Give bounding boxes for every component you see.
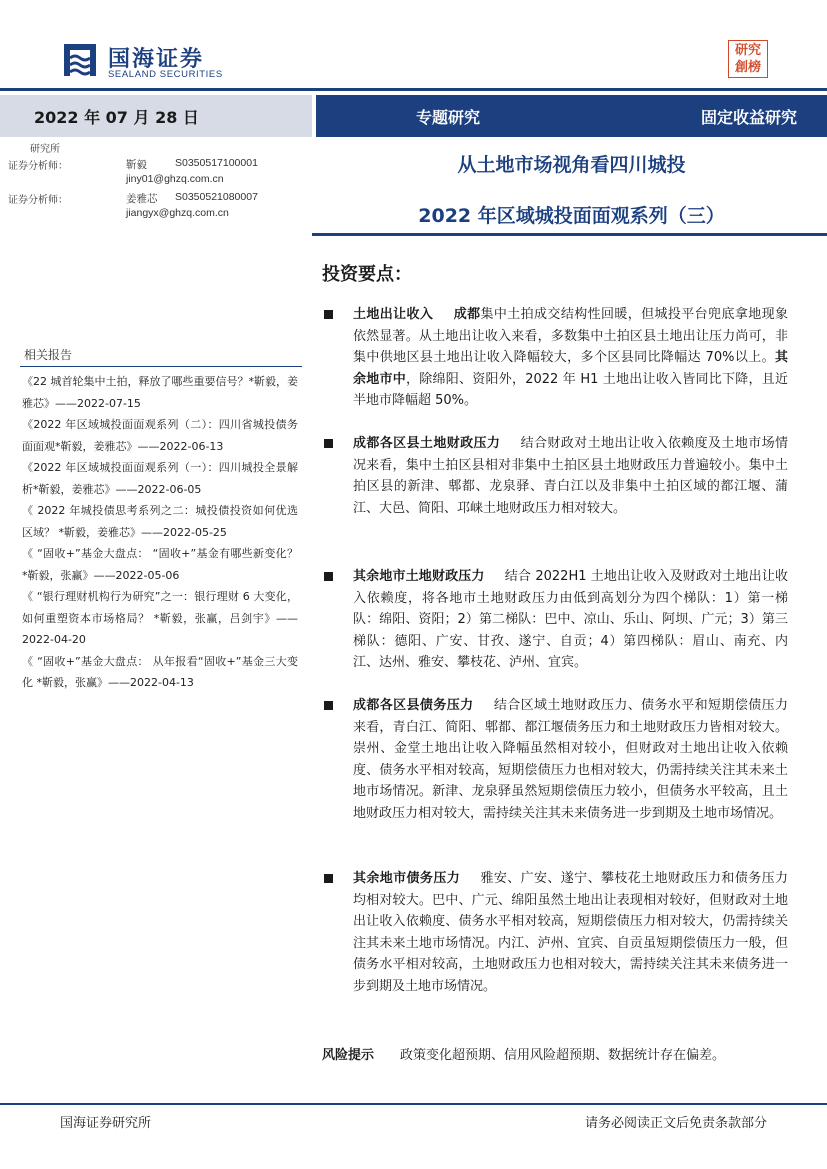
bullet-square-icon: [324, 439, 333, 448]
logo-chinese-name: 国海证券: [108, 47, 205, 72]
related-reports-heading: 相关报告: [24, 348, 73, 362]
related-reports-list: [22, 371, 298, 694]
report-category: 固定收益研究: [700, 108, 797, 127]
report-date: 2022 年 07 月 28 日: [34, 108, 199, 127]
bullet-text: 结合财政对土地出让收入依赖度及土地市场情况来看，集中土拍区县相对非集中土拍区县土地财政压力普遍较小。集中土拍区县的新津、郫都、龙泉驿、青白江以及非集中土拍区域的都江堰、蒲江、大邑、简阳、邛崃土地财政压力相对较大。: [353, 436, 788, 516]
related-report-item[interactable]: 《 2022 年城投债思考系列之二：城投债投资如何优选区域？ *靳毅，姜雅芯》——2022-05-25: [22, 504, 298, 539]
report-title: 从土地市场视角看四川城投: [457, 154, 686, 176]
related-report-item[interactable]: 《 “固收+”基金大盘点： “固收+”基金有哪些新变化？ *靳毅，张赢》——2022-05-06: [22, 547, 298, 582]
bullet-body: [353, 304, 788, 412]
date-cell: [0, 95, 312, 137]
bullet-title: 成都各区县土地财政压力: [353, 436, 501, 451]
investment-highlights-heading: 投资要点：: [322, 264, 412, 285]
footer-institute: 国海证券研究所: [60, 1116, 152, 1131]
logo-english-name: SEALAND SECURITIES: [108, 69, 223, 80]
bullet-emphasis: 成都: [453, 307, 481, 322]
bullet-body: [353, 433, 788, 519]
analyst-name: 靳毅: [126, 159, 147, 171]
research-dept: 研究所: [30, 144, 60, 155]
bullet-text: ，除绵阳、资阳外，2022 年 H1 土地出让收入皆同比下降，且近半地市降幅超 50%。: [353, 371, 788, 408]
report-type: 专题研究: [416, 108, 481, 127]
risk-text: 政策变化超预期、信用风险超预期、数据统计存在偏差。: [400, 1048, 726, 1063]
analyst-name: 姜雅芯: [126, 193, 158, 205]
footer-rule: [0, 1103, 827, 1105]
related-report-item[interactable]: 《2022 年区域城投面面观系列（二）：四川省城投债务面面观*靳毅，姜雅芯》——2022-06-13: [22, 418, 298, 453]
research-seal-stamp: [728, 40, 768, 78]
bullet-square-icon: [324, 572, 333, 581]
sealand-logo-icon: [60, 40, 100, 80]
bullet-title: 其余地市土地财政压力: [353, 569, 485, 584]
bullet-title: 其余地市债务压力: [353, 871, 461, 886]
analyst-cert-number: S0350517100001: [175, 157, 258, 169]
analyst-label: 证券分析师：: [8, 161, 68, 172]
related-report-item[interactable]: 《 “银行理财机构行为研究”之一：银行理财 6 大变化，如何重塑资本市场格局？ *靳毅，张赢，吕剑宇》——2022-04-20: [22, 590, 298, 646]
risk-label: 风险提示: [322, 1048, 375, 1063]
bullet-title: 成都各区县债务压力: [353, 698, 474, 713]
bullet-body: [353, 868, 788, 997]
related-reports-rule: [20, 366, 302, 367]
header-rule: [0, 88, 827, 91]
report-type-cell: [316, 95, 827, 137]
bullet-body: [353, 566, 788, 674]
seal-line-2: 創榜: [734, 60, 761, 75]
bullet-body: [353, 695, 788, 824]
seal-line-1: 研究: [734, 43, 761, 58]
footer-disclaimer-note: 请务必阅读正文后免责条款部分: [584, 1116, 767, 1131]
related-report-item[interactable]: 《22 城首轮集中土拍，释放了哪些重要信号？*靳毅，姜雅芯》——2022-07-15: [22, 375, 298, 410]
bullet-text: 结合 2022H1 土地出让收入及财政对土地出让收入依赖度，将各地市土地财政压力由低到高划分为四个梯队：1）第一梯队：绵阳、资阳；2）第二梯队：巴中、凉山、乐山、阿坝、广元；3）第三梯队：德阳、广安、甘孜、遂宁、自贡；4）第四梯队：眉山、南充、内江、达州、雅安、攀枝花、泸州、宜宾。: [353, 569, 788, 670]
bullet-square-icon: [324, 701, 333, 710]
header-band: [0, 95, 827, 137]
analyst-email: jiny01@ghzq.com.cn: [126, 173, 224, 185]
related-report-item[interactable]: 《2022 年区域城投面面观系列（一）：四川城投全景解析*靳毅，姜雅芯》——2022-06-05: [22, 461, 298, 496]
report-subtitle: 2022 年区域城投面面观系列（三）: [418, 205, 725, 227]
analyst-cert-number: S0350521080007: [175, 191, 258, 203]
company-logo: [60, 40, 280, 84]
bullet-emphasis: 其余地市中: [353, 350, 788, 387]
related-report-item[interactable]: 《 “固收+”基金大盘点： 从年报看“固收+”基金三大变化 *靳毅，张赢》——2022-04-13: [22, 654, 298, 689]
risk-warning: [322, 1044, 725, 1063]
bullet-text: 集中土拍成交结构性回暖，但城投平台兜底拿地现象依然显著。从土地出让收入来看，多数集中土拍区县土地出让压力尚可，非集中供地区县土地出让收入降幅较大，多个区县同比降幅达 70%以上。: [353, 307, 788, 365]
bullet-text: 结合区域土地财政压力、债务水平和短期偿债压力来看，青白江、简阳、郫都、都江堰债务压力和土地财政压力皆相对较大。崇州、金堂土地出让收入降幅虽然相对较小，但财政对土地出让收入依赖度、债务水平相对较高，短期偿债压力也相对较大，仍需持续关注其未来土地市场情况。新津、龙泉驿虽然短期偿债压力较小，但债务水平较高，且土地财政压力相对较大，需持续关注其未来债务进一步到期及土地市场情况。: [353, 698, 788, 821]
analyst-email: jiangyx@ghzq.com.cn: [126, 207, 229, 219]
bullet-title: 土地出让收入: [353, 307, 434, 322]
bullet-square-icon: [324, 874, 333, 883]
bullet-text: 雅安、广安、遂宁、攀枝花土地财政压力和债务压力均相对较大。巴中、广元、绵阳虽然土地出让表现相对较好，但财政对土地出让收入依赖度、债务水平相对较高，短期偿债压力相对较大，仍需持续关注其未来土地市场情况。内江、泸州、宜宾、自贡虽短期偿债压力一般，但债务水平相对较高，土地财政压力也相对较大，需持续关注其未来债务进一步到期及土地市场情况。: [353, 871, 788, 994]
analyst-label: 证券分析师：: [8, 195, 68, 206]
bullet-square-icon: [324, 310, 333, 319]
title-rule: [312, 233, 827, 236]
